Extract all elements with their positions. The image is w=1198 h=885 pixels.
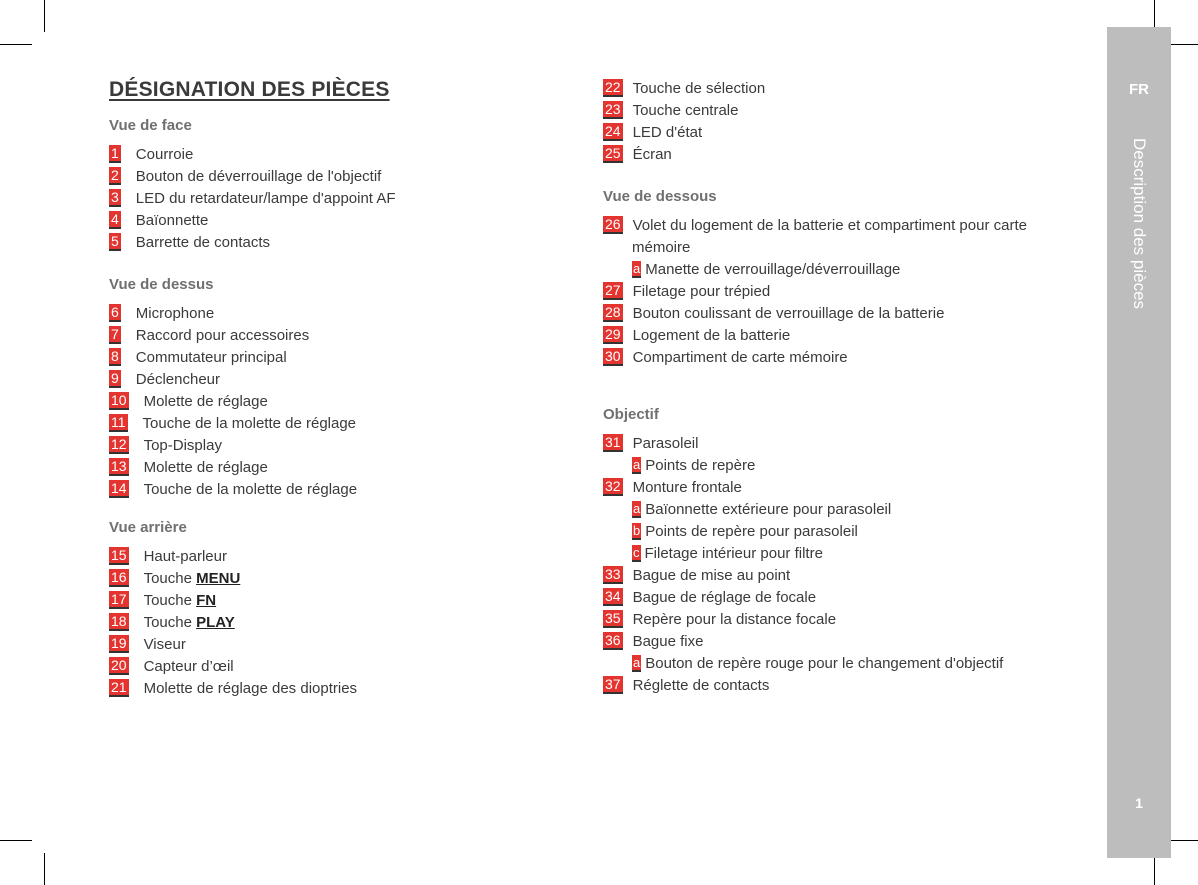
item-label: Bouton coulissant de verrouillage de la batterie	[632, 304, 945, 322]
list-item	[603, 324, 1027, 346]
item-label: Monture frontale	[632, 478, 742, 496]
item-number-badge: 9	[111, 370, 119, 386]
list-subitem	[603, 542, 1003, 564]
list-item	[603, 280, 1027, 302]
language-label: FR	[1129, 81, 1149, 98]
button-name: MENU	[196, 569, 241, 587]
item-number-badge: 29	[605, 326, 621, 342]
item-label: Microphone	[135, 304, 215, 322]
parts-list-bottom	[603, 214, 1027, 368]
item-label: Commutateur principal	[135, 348, 287, 366]
list-item	[109, 165, 395, 187]
list-item	[109, 412, 357, 434]
item-label: Touche	[143, 569, 197, 587]
item-label: Filetage pour trépied	[632, 282, 771, 300]
list-item	[109, 633, 357, 655]
item-number-badge: 37	[605, 676, 621, 692]
item-label: Compartiment de carte mémoire	[632, 348, 848, 366]
list-item-continuation	[603, 236, 1027, 258]
list-item	[603, 77, 765, 99]
item-label: Volet du logement de la batterie et compartiment pour carte	[632, 216, 1027, 234]
item-label: Top-Display	[143, 436, 222, 454]
list-item	[603, 346, 1027, 368]
list-item	[603, 121, 765, 143]
item-label: Molette de réglage	[143, 458, 268, 476]
button-name: FN	[196, 591, 217, 609]
section-tab	[1107, 27, 1171, 858]
item-number-badge: 25	[605, 145, 621, 161]
list-subitem	[603, 454, 1003, 476]
list-item	[603, 586, 1003, 608]
item-number-badge: 34	[605, 588, 621, 604]
item-number-badge: 13	[111, 458, 127, 474]
item-letter-badge: a	[633, 654, 641, 670]
list-item	[109, 346, 357, 368]
item-label: Capteur d’œil	[143, 657, 234, 675]
list-item	[109, 478, 357, 500]
list-item	[109, 324, 357, 346]
item-label: Points de repère	[645, 456, 756, 474]
item-label: Bague de mise au point	[632, 566, 791, 584]
list-item	[603, 143, 765, 165]
item-number-badge: 27	[605, 282, 621, 298]
item-label: Molette de réglage	[143, 392, 268, 410]
item-label: Touche	[143, 591, 197, 609]
item-label: Bague de réglage de focale	[632, 588, 817, 606]
parts-list-lens	[603, 432, 1003, 696]
item-label: Parasoleil	[632, 434, 699, 452]
item-number-badge: 26	[605, 216, 621, 232]
item-number-badge: 6	[111, 304, 119, 320]
item-number-badge: 12	[111, 436, 127, 452]
item-label: LED d'état	[632, 123, 703, 141]
item-label: Repère pour la distance focale	[632, 610, 837, 628]
item-number-badge: 18	[111, 613, 127, 629]
page-number: 1	[1135, 795, 1143, 811]
list-item	[603, 476, 1003, 498]
item-label: Courroie	[135, 145, 194, 163]
item-number-badge: 32	[605, 478, 621, 494]
item-label: Bouton de déverrouillage de l'objectif	[135, 167, 382, 185]
list-item	[109, 655, 357, 677]
list-item	[109, 545, 357, 567]
parts-list-rear	[109, 545, 357, 699]
list-item	[109, 434, 357, 456]
item-number-badge: 10	[111, 392, 127, 408]
parts-list-top	[109, 302, 357, 500]
item-label: Haut-parleur	[143, 547, 227, 565]
list-item	[109, 302, 357, 324]
list-subitem	[603, 258, 1027, 280]
list-item	[603, 564, 1003, 586]
list-item	[603, 674, 1003, 696]
item-label: Touche centrale	[632, 101, 739, 119]
item-number-badge: 30	[605, 348, 621, 364]
item-label: LED du retardateur/lampe d'appoint AF	[135, 189, 396, 207]
item-letter-badge: a	[633, 260, 641, 276]
list-subitem	[603, 520, 1003, 542]
item-number-badge: 31	[605, 434, 621, 450]
section-heading-top: Vue de dessus	[109, 276, 214, 293]
list-subitem	[603, 498, 1003, 520]
list-item	[109, 456, 357, 478]
item-number-badge: 21	[111, 679, 127, 695]
section-heading-front: Vue de face	[109, 117, 192, 134]
item-label: Touche	[143, 613, 197, 631]
item-number-badge: 23	[605, 101, 621, 117]
list-item	[109, 209, 395, 231]
item-number-badge: 14	[111, 480, 127, 496]
item-number-badge: 16	[111, 569, 127, 585]
item-number-badge: 7	[111, 326, 119, 342]
item-number-badge: 28	[605, 304, 621, 320]
item-label: Manette de verrouillage/déverrouillage	[645, 260, 901, 278]
list-item	[603, 432, 1003, 454]
list-item	[603, 608, 1003, 630]
list-item	[603, 302, 1027, 324]
list-item	[109, 390, 357, 412]
crop-mark	[44, 853, 45, 885]
item-label: Baïonnette extérieure pour parasoleil	[645, 500, 892, 518]
list-item	[603, 630, 1003, 652]
page-title: DÉSIGNATION DES PIÈCES	[109, 78, 390, 101]
item-label: Touche de sélection	[632, 79, 766, 97]
item-label: Bague fixe	[632, 632, 704, 650]
item-label: Filetage intérieur pour filtre	[644, 544, 823, 562]
item-number-badge: 1	[111, 145, 119, 161]
section-label: Description des pièces	[1130, 138, 1149, 310]
list-item	[603, 99, 765, 121]
crop-mark	[0, 44, 32, 45]
item-number-badge: 35	[605, 610, 621, 626]
list-subitem	[603, 652, 1003, 674]
item-label: Viseur	[143, 635, 186, 653]
item-number-badge: 4	[111, 211, 119, 227]
item-number-badge: 3	[111, 189, 119, 205]
item-letter-badge: c	[633, 544, 640, 560]
item-letter-badge: a	[633, 456, 641, 472]
list-item	[109, 143, 395, 165]
list-item	[109, 611, 357, 633]
section-heading-rear: Vue arrière	[109, 519, 187, 536]
item-number-badge: 2	[111, 167, 119, 183]
item-label: Raccord pour accessoires	[135, 326, 310, 344]
item-number-badge: 22	[605, 79, 621, 95]
item-label-continued: mémoire	[632, 238, 691, 256]
item-number-badge: 17	[111, 591, 127, 607]
section-heading-bottom: Vue de dessous	[603, 188, 717, 205]
parts-list-front	[109, 143, 395, 253]
item-letter-badge: a	[633, 500, 641, 516]
list-item	[603, 214, 1027, 236]
item-label: Bouton de repère rouge pour le changement d'objectif	[645, 654, 1004, 672]
crop-mark	[0, 840, 32, 841]
item-number-badge: 19	[111, 635, 127, 651]
item-number-badge: 20	[111, 657, 127, 673]
list-item	[109, 567, 357, 589]
item-label: Déclencheur	[135, 370, 221, 388]
item-label: Baïonnette	[135, 211, 209, 229]
item-number-badge: 33	[605, 566, 621, 582]
item-label: Barrette de contacts	[135, 233, 271, 251]
crop-mark	[44, 0, 45, 32]
item-number-badge: 36	[605, 632, 621, 648]
item-label: Touche de la molette de réglage	[143, 480, 358, 498]
parts-list-rear-continued	[603, 77, 765, 165]
list-item	[109, 368, 357, 390]
item-label: Touche de la molette de réglage	[142, 414, 357, 432]
section-heading-lens: Objectif	[603, 406, 659, 423]
item-label: Points de repère pour parasoleil	[645, 522, 858, 540]
list-item	[109, 187, 395, 209]
item-label: Molette de réglage des dioptries	[143, 679, 358, 697]
button-name: PLAY	[196, 613, 235, 631]
list-item	[109, 589, 357, 611]
item-label: Logement de la batterie	[632, 326, 791, 344]
item-number-badge: 24	[605, 123, 621, 139]
item-number-badge: 8	[111, 348, 119, 364]
item-label: Écran	[632, 145, 672, 163]
list-item	[109, 231, 395, 253]
item-label: Réglette de contacts	[632, 676, 770, 694]
item-number-badge: 11	[111, 414, 126, 430]
item-number-badge: 5	[111, 233, 119, 249]
list-item	[109, 677, 357, 699]
item-letter-badge: b	[633, 522, 641, 538]
item-number-badge: 15	[111, 547, 127, 563]
